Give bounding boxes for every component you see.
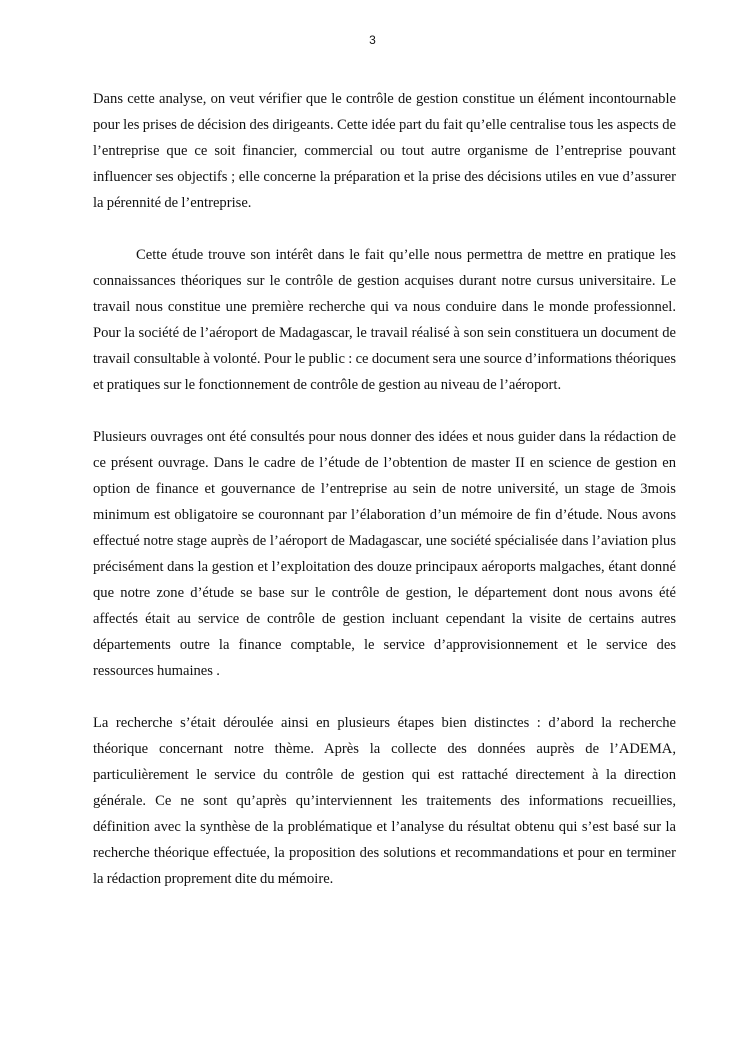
paragraph-2: Cette étude trouve son intérêt dans le fait qu’elle nous permettra de mettre en pratique les connaissances théoriques sur le contrôle de gestion acquises durant notre cursus universitaire. Le travail nous constitue une première recherche qui va nous conduire dans le monde professionnel. Pour la société de l’aéroport de Madagascar, le travail réalisé à son sein constituera un document de travail consultable à volonté. Pour le public : ce document sera une source d’informations théoriques et pratiques sur le fonctionnement de contrôle de gestion au niveau de l’aéroport. <box>93 247 676 393</box>
paragraph-1: Dans cette analyse, on veut vérifier que le contrôle de gestion constitue un élément incontournable pour les prises de décision des dirigeants. Cette idée part du fait qu’elle centralise tous les aspects de l’entreprise que ce soit financier, commercial ou tout autre organisme de l’entreprise pouvant influencer ses objectifs ; elle concerne la préparation et la prise des décisions utiles en vue d’assurer la pérennité de l’entreprise. <box>93 91 676 211</box>
paragraph-3: Plusieurs ouvrages ont été consultés pour nous donner des idées et nous guider dans la rédaction de ce présent ouvrage. Dans le cadre de l’étude de l’obtention de master II en science de gestion en option de finance et gouvernance de l’entreprise au sein de notre université, un stage de 3mois minimum est obligatoire se couronnant par l’élaboration d’un mémoire de fin d’étude. Nous avons effectué notre stage auprès de l’aéroport de Madagascar, une société spécialisée dans l’aviation plus précisément dans la gestion et l’exploitation des douze principaux aéroports malgaches, étant donné que notre zone d’étude se base sur le contrôle de gestion, le département dont nous avons été affectés était au service de contrôle de gestion incluant cependant la visite de certains autres départements outre la finance comptable, le service d’approvisionnement et le service des ressources humaines . <box>93 429 676 679</box>
document-body <box>93 86 676 892</box>
page-number: 3 <box>369 33 376 47</box>
paragraph-4: La recherche s’était déroulée ainsi en plusieurs étapes bien distinctes : d’abord la recherche théorique concernant notre thème. Après la collecte des données auprès de l’ADEMA, particulièrement le service du contrôle de gestion qui est rattaché directement à la direction générale. Ce ne sont qu’après qu’interviennent les traitements des informations recueillies, définition avec la synthèse de la problématique et l’analyse du résultat obtenu qui s’est basé sur la recherche théorique effectuée, la proposition des solutions et recommandations et pour en terminer la rédaction proprement dite du mémoire. <box>93 715 676 887</box>
